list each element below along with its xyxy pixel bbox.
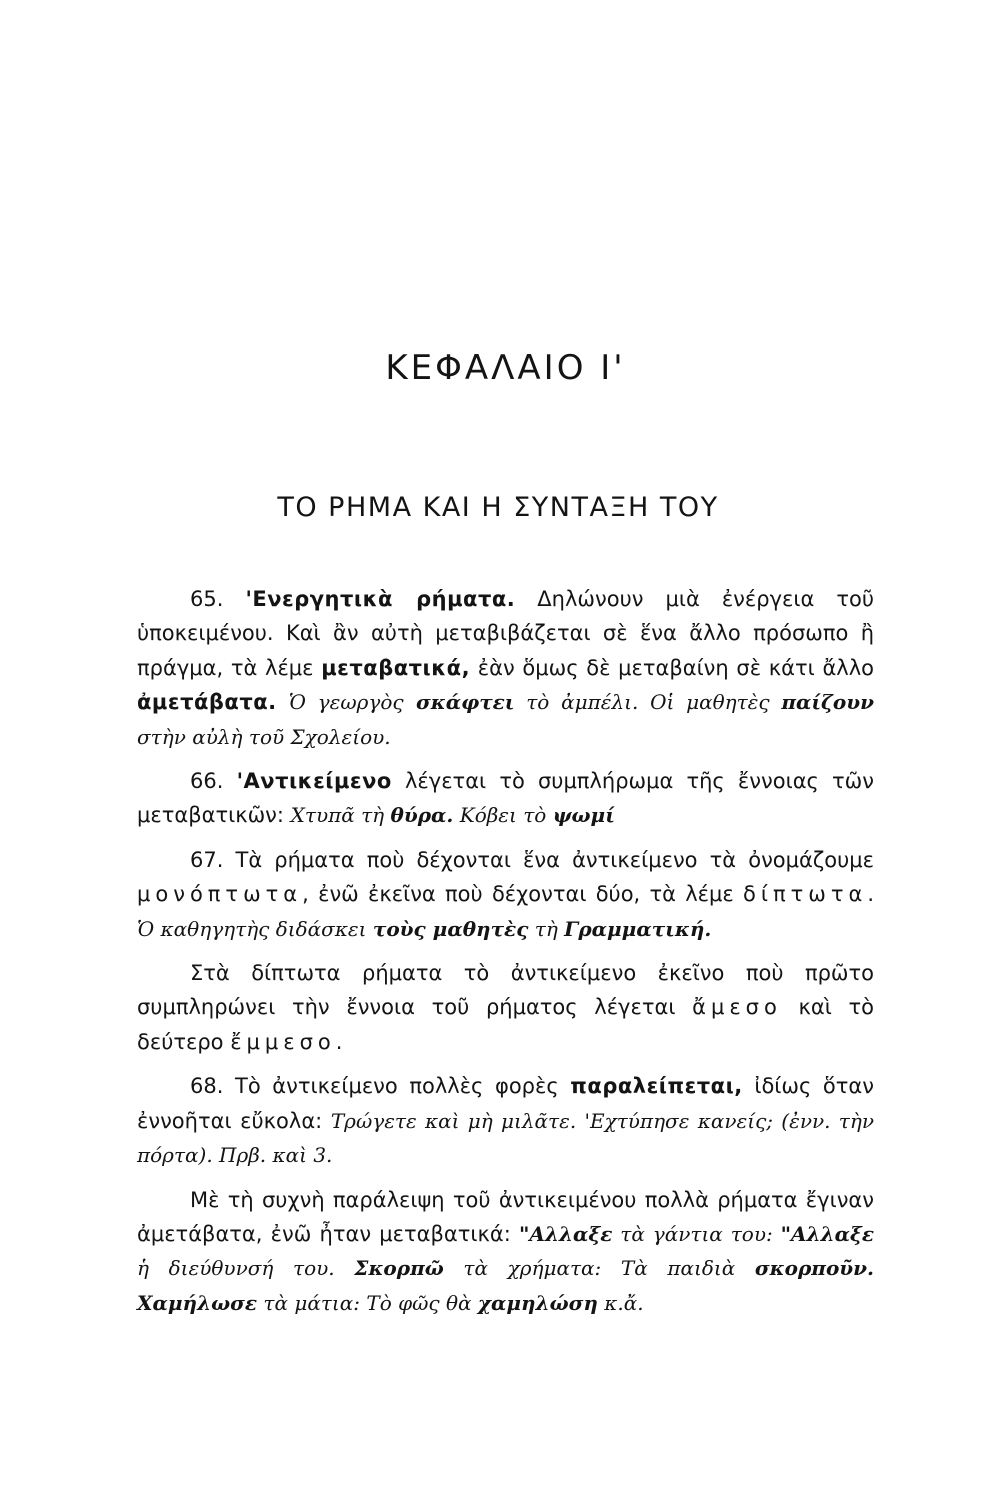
example-text: στὴν αὐλὴ τοῦ Σχολείου. [137, 724, 391, 749]
paragraph-number: 68. [190, 1074, 236, 1099]
paragraph-number: 67. [190, 847, 236, 872]
example-text: κ.ἄ. [597, 1290, 644, 1315]
text [277, 690, 289, 714]
text: , ἐνῶ ἐκεῖνα ποὺ δέχονται δύο, τὰ λέμε [302, 882, 743, 907]
paragraph-68 [137, 1069, 874, 1172]
example-text: τὸ ἀμπέλι. Οἱ μαθητὲς [514, 690, 782, 715]
example-verb: "Αλλαξε [519, 1221, 613, 1246]
example-verb: παίζουν [781, 690, 874, 715]
term-object: 'Αντικείμενο [236, 769, 392, 794]
text: Μὲ τὴ συχνὴ παράλειψη τοῦ ἀντικειμένου πολλὰ ρήματα ἔγιναν ἀμετάβατα, ἐνῶ ἦταν μεταβατικά: [137, 1187, 874, 1246]
paragraph-number: 66. [190, 769, 237, 794]
example-verb: χαμηλώση [477, 1290, 598, 1315]
example-object: Γραμματική. [564, 916, 712, 941]
text: . [867, 882, 874, 907]
text: Δηλώνουν μιὰ ἐνέργεια τοῦ ὑποκειμένου. Καὶ ἂν αὐτὴ μεταβιβάζεται σὲ ἕνα ἄλλο πρόσωπο ἢ πράγμα, τὰ λέμε [137, 587, 874, 680]
example-text: τὰ γάντια του: [612, 1221, 781, 1246]
body-text [137, 582, 874, 1330]
example-verb: σκάφτει [403, 690, 515, 715]
paragraph-67 [137, 843, 874, 946]
text: ἰδίως ὅταν ἐννοῆται εὔκολα: [137, 1074, 874, 1133]
example-text: Κόβει τὸ [453, 803, 553, 828]
paragraph-68-continued [137, 1183, 874, 1321]
example-text: Ὁ καθηγητὴς διδάσκει [137, 916, 373, 941]
paragraph-66 [137, 764, 874, 833]
paragraph-number: 65. [190, 587, 246, 611]
term-indirect: ἔμμεσο [230, 1029, 336, 1054]
text: Στὰ δίπτωτα ρήματα τὸ ἀντικείμενο ἐκεῖνο ποὺ πρῶτο συμπληρώνει τὴν ἔννοια τοῦ ρήματος λέγεται [137, 961, 874, 1020]
text: Τὸ ἀντικείμενο πολλὲς φορὲς [235, 1074, 571, 1099]
example-text: τὰ χρήματα: Τὰ παιδιὰ [443, 1256, 755, 1281]
example-text: τὴ [528, 916, 565, 941]
text: καὶ τὸ δεύτερο [137, 995, 874, 1054]
example-verb: "Αλλαξε [780, 1221, 875, 1246]
example-verb: Σκορπῶ [354, 1256, 444, 1281]
term-monoptota: μονόπτωτα [137, 882, 303, 907]
term-intransitive: ἀμετάβατα. [137, 690, 277, 715]
example-text: Ὁ γεωργὸς [288, 690, 404, 715]
text: . [335, 1029, 343, 1054]
term-transitive: μεταβατικά, [321, 655, 471, 680]
example-verb: σκορποῦν. [754, 1256, 874, 1281]
term-omitted: παραλείπεται, [570, 1074, 743, 1099]
text: ἐὰν ὅμως δὲ μεταβαίνη σὲ κάτι ἄλλο [470, 655, 875, 680]
example-text: τὰ μάτια: Τὸ φῶς θὰ [257, 1290, 478, 1315]
paragraph-67-continued [137, 956, 874, 1059]
text: Τὰ ρήματα ποὺ δέχονται ἕνα ἀντικείμενο τὰ ὀνομάζουμε [235, 847, 874, 872]
paragraph-65 [137, 582, 874, 754]
section-title: ΤΟ ΡΗΜΑ ΚΑΙ Η ΣΥΝΤΑΞΗ ΤΟΥ [277, 492, 719, 523]
example-object: θύρα. [390, 803, 454, 828]
example-text: Τρώγετε καὶ μὴ μιλᾶτε. 'Εχτύπησε κανείς; (ἐνν. τὴν πόρτα). Πρβ. καὶ 3. [137, 1108, 875, 1168]
example-verb: Χαμήλωσε [137, 1290, 258, 1315]
example-object: ψωμί [552, 803, 615, 828]
term-direct: ἄμεσο [692, 995, 782, 1020]
chapter-title: ΚΕΦΑΛΑΙΟ Ι' [385, 348, 626, 388]
example-object: τοὺς μαθητὲς [372, 916, 529, 941]
example-text: Χτυπᾶ τὴ [290, 803, 391, 828]
example-text: ἡ διεύθυνσή του. [137, 1256, 355, 1281]
term-active-verbs: 'Ενεργητικὰ ρήματα. [245, 587, 516, 611]
text: λέγεται τὸ συμπλήρωμα τῆς ἔννοιας τῶν μεταβατικῶν: [137, 769, 874, 828]
term-diptota: δίπτωτα [743, 882, 868, 907]
